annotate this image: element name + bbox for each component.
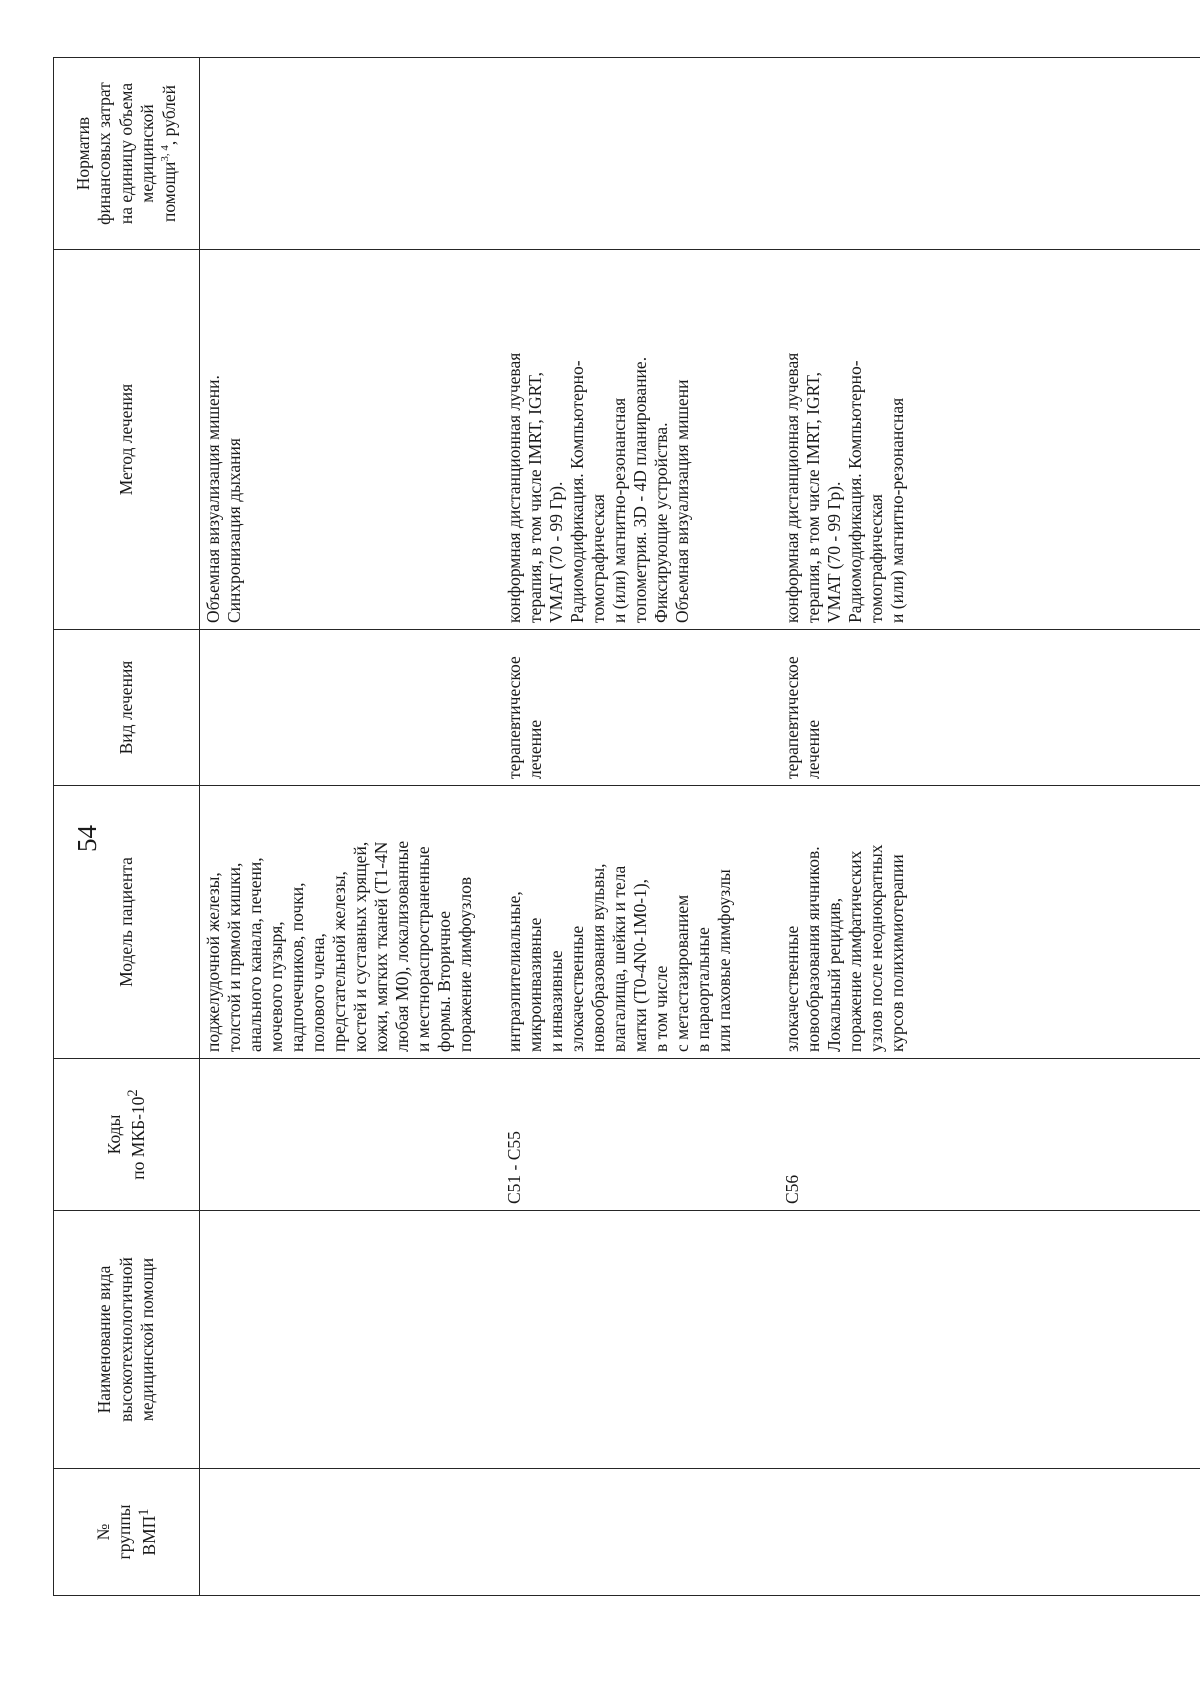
- rotated-table-sheet: [53, 58, 1191, 1596]
- row-2-patient-model: интраэпителиальные, микроинвазивные и инвазивные злокачественные новообразования вульвы, влагалища, шейки и тела матки (T0-4N0-1M0-1), в том числе с метастазированием в параортальные или паховые лимфоузлы: [504, 863, 734, 1052]
- header-treatment-method-text: Метод лечения: [115, 383, 136, 496]
- header-vmp-name-text: Наименование вида высокотехнологичной медицинской помощи: [94, 1257, 158, 1422]
- header-patient-model-text: Модель пациента: [115, 857, 136, 987]
- header-cost-norm-unit: , рублей: [158, 84, 179, 146]
- header-treatment-type: [54, 630, 200, 786]
- row-3-treatment-type: терапевтическое лечение: [782, 656, 823, 779]
- row-1-codes: [203, 1065, 504, 1204]
- header-group-number-footnote: 1: [135, 1508, 152, 1516]
- header-mkb-codes-footnote: 2: [125, 1089, 142, 1097]
- page-number: 54: [72, 825, 102, 852]
- cell-mkb-codes: [200, 1059, 1200, 1211]
- header-patient-model: [54, 786, 200, 1059]
- row-3-codes: C56: [782, 1174, 802, 1204]
- cell-treatment-type: [200, 630, 1200, 786]
- header-mkb-codes: [54, 1059, 200, 1211]
- cell-cost-norm: [200, 58, 1200, 250]
- table-header-row: [54, 58, 200, 1596]
- row-2-codes: C51 - C55: [504, 1131, 524, 1204]
- header-cost-norm: [54, 58, 200, 250]
- cell-group-number: [200, 1469, 1200, 1596]
- cell-treatment-method: [200, 250, 1200, 630]
- row-2-treatment-type: терапевтическое лечение: [504, 656, 545, 779]
- header-cost-norm-footnote: 3, 4: [158, 145, 171, 162]
- row-1-patient-model: поджелудочной железы, толстой и прямой кишки, анального канала, печени, мочевого пузыря, надпочечников, почки, полового члена, предстательной железы, костей и суставных хрящей, кожи, мягких тканей (T1-4N любая M0), локализованные и местнораспространенные формы. Вторичное поражение лимфоузлов: [203, 840, 475, 1052]
- header-treatment-method: [54, 250, 200, 630]
- row-1-treatment-type: [203, 636, 504, 779]
- row-1-treatment-method: Объемная визуализация мишени. Синхронизация дыхания: [203, 375, 244, 623]
- row-2-treatment-method: конформная дистанционная лучевая терапия, в том числе IMRT, IGRT, VMAT (70 - 99 Гр). Радиомодификация. Компьютерно- томографическая и (или) магнитно-резонансная топометрия. 3D - 4D планирование. Фиксирующие устройства. Объемная визуализация мишени: [504, 352, 692, 623]
- header-vmp-name: [54, 1211, 200, 1469]
- row-3-treatment-method: конформная дистанционная лучевая терапия, в том числе IMRT, IGRT, VMAT (70 - 99 Гр). Радиомодификация. Компьютерно- томографическая и (или) магнитно-резонансная: [782, 352, 907, 623]
- header-group-number-text: № группы ВМП: [93, 1504, 159, 1560]
- header-treatment-type-text: Вид лечения: [115, 660, 136, 755]
- row-3-patient-model: злокачественные новообразования яичников. Локальный рецидив, поражение лимфатических узлов после неоднократных курсов полихимиотерапии: [782, 844, 907, 1052]
- cell-vmp-name: [200, 1211, 1200, 1469]
- cell-patient-model: [200, 786, 1200, 1059]
- vmp-table: [53, 57, 1200, 1596]
- table-row: [200, 58, 1200, 1596]
- header-cost-norm-text: Норматив финансовых затрат на единицу объема медицинской помощи: [73, 82, 179, 225]
- header-mkb-codes-text: Коды по МКБ-10: [103, 1096, 148, 1180]
- header-group-number: [54, 1469, 200, 1596]
